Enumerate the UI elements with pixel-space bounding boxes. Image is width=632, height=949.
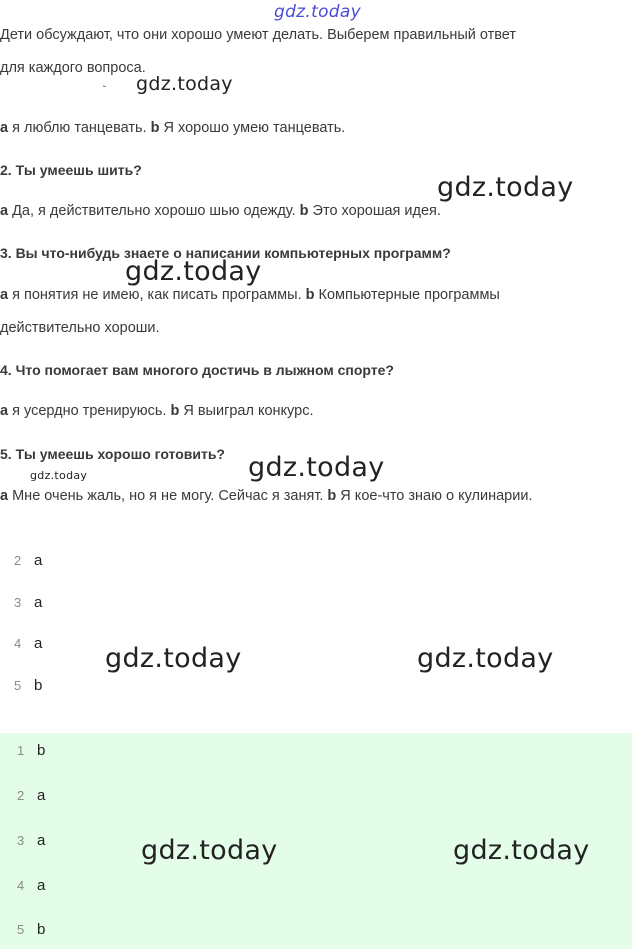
answer-value: b (34, 677, 43, 694)
question-2: 2. Ты умеешь шить? (0, 162, 142, 178)
answer-row (17, 877, 45, 894)
option-a-label: а (0, 287, 9, 303)
answer-value: a (34, 594, 43, 611)
option-a-text: я усердно тренируюсь. (8, 403, 171, 419)
answer-number: 5 (14, 678, 22, 693)
option-b-label: b (150, 120, 160, 136)
answer-row (17, 832, 45, 849)
option-b-label: b (305, 287, 315, 303)
answer-value: a (34, 552, 43, 569)
answer-row (17, 742, 45, 759)
answer-row (17, 787, 45, 804)
option-b-label: b (170, 403, 180, 419)
option-b-label: b (299, 203, 309, 219)
option-b-text: Я кое-что знаю о кулинарии. (336, 488, 533, 504)
answer-options-5 (0, 487, 532, 505)
answers-highlight-block (0, 733, 632, 949)
option-a-text: Мне очень жаль, но я не могу. Сейчас я занят. (8, 488, 328, 504)
answer-number: 2 (14, 553, 22, 568)
option-a-label: а (0, 203, 9, 219)
option-a-label: а (0, 120, 9, 136)
watermark-3: gdz.today (125, 256, 262, 287)
answer-value: b (37, 742, 46, 759)
answer-row (17, 921, 45, 938)
answer-value: a (34, 635, 43, 652)
watermark-6: gdz.today (417, 643, 554, 674)
option-a-text: я люблю танцевать. (8, 120, 151, 136)
answer-number: 3 (17, 833, 25, 848)
site-watermark-top: gdz.today (274, 2, 361, 22)
option-a-text: Да, я действительно хорошо шью одежду. (8, 203, 300, 219)
watermark-2: gdz.today (437, 172, 574, 203)
intro-line-2: для каждого вопроса. (0, 60, 146, 76)
answer-options-1 (0, 119, 345, 137)
answer-options-4 (0, 402, 314, 420)
question-5: 5. Ты умеешь хорошо готовить? (0, 446, 225, 462)
answer-options-2 (0, 202, 441, 220)
watermark-small: gdz.today (30, 469, 88, 482)
answer-value: a (37, 877, 46, 894)
answer-number: 1 (17, 743, 25, 758)
option-b-text: Компьютерные программы (314, 287, 500, 303)
answer-row (14, 594, 42, 611)
answer-options-3-continued: действительно хороши. (0, 320, 160, 336)
watermark-7: gdz.today (141, 835, 278, 866)
answer-value: a (37, 832, 46, 849)
answer-row (14, 677, 42, 694)
watermark-5: gdz.today (105, 643, 242, 674)
answer-value: a (37, 787, 46, 804)
option-b-text: Это хорошая идея. (308, 203, 441, 219)
answer-row (14, 635, 42, 652)
option-a-text: я понятия не имею, как писать программы. (8, 287, 306, 303)
answer-row (14, 552, 42, 569)
watermark-1: gdz.today (136, 73, 233, 95)
answer-number: 4 (17, 878, 25, 893)
answer-options-3 (0, 286, 500, 304)
option-b-label: b (327, 488, 337, 504)
answer-value: b (37, 921, 46, 938)
option-a-label: а (0, 488, 9, 504)
watermark-4: gdz.today (248, 452, 385, 483)
option-b-text: Я хорошо умею танцевать. (159, 120, 346, 136)
question-3: 3. Вы что-нибудь знаете о написании компьютерных программ? (0, 245, 451, 261)
option-a-label: а (0, 403, 9, 419)
watermark-8: gdz.today (453, 835, 590, 866)
intro-line-1: Дети обсуждают, что они хорошо умеют делать. Выберем правильный ответ (0, 27, 517, 43)
answer-number: 2 (17, 788, 25, 803)
answer-number: 5 (17, 922, 25, 937)
question-4: 4. Что помогает вам многого достичь в лыжном спорте? (0, 362, 394, 378)
answer-number: 4 (14, 636, 22, 651)
tick-mark: ˘ (103, 85, 107, 96)
option-b-text: Я выиграл конкурс. (179, 403, 314, 419)
answer-number: 3 (14, 595, 22, 610)
